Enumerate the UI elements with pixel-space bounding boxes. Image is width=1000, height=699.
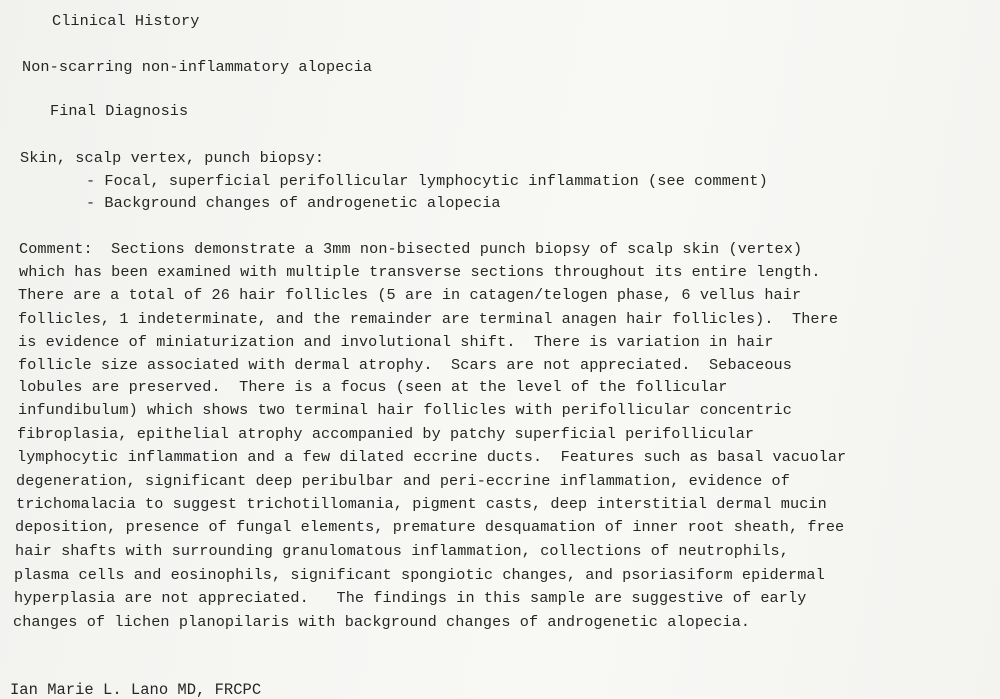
comment-line: hyperplasia are not appreciated. The findings in this sample are suggestive of early [14,589,807,607]
comment-line: plasma cells and eosinophils, significant spongiotic changes, and psoriasiform epidermal [14,566,825,584]
comment-line: follicles, 1 indeterminate, and the remainder are terminal anagen hair follicles). There [18,310,839,328]
comment-line: Comment: Sections demonstrate a 3mm non-bisected punch biopsy of scalp skin (vertex) [19,240,803,258]
pathologist-signature: Ian Marie L. Lano MD, FRCPC [10,681,262,699]
comment-line: trichomalacia to suggest trichotillomania, pigment casts, deep interstitial dermal mucin [16,495,827,513]
final-diagnosis-heading: Final Diagnosis [50,102,189,120]
comment-line: changes of lichen planopilaris with background changes of androgenetic alopecia. [13,613,751,631]
comment-line: is evidence of miniaturization and involutional shift. There is variation in hair [18,333,774,351]
comment-line: follicle size associated with dermal atrophy. Scars are not appreciated. Sebaceous [18,356,792,374]
comment-line: infundibulum) which shows two terminal hair follicles with perifollicular concentric [18,401,792,419]
comment-line: deposition, presence of fungal elements, premature desquamation of inner root sheath, free [15,518,845,536]
comment-line: fibroplasia, epithelial atrophy accompanied by patchy superficial perifollicular [17,425,755,443]
comment-line: degeneration, significant deep peribulbar and peri-eccrine inflammation, evidence of [16,472,790,490]
clinical-history-text: Non-scarring non-inflammatory alopecia [22,58,373,76]
comment-line: There are a total of 26 hair follicles (5 are in catagen/telogen phase, 6 vellus hair [18,286,802,304]
comment-line: lobules are preserved. There is a focus (seen at the level of the follicular [18,378,728,396]
comment-line: hair shafts with surrounding granulomatous inflammation, collections of neutrophils, [15,542,789,560]
diagnosis-item: - Background changes of androgenetic alopecia [86,194,501,212]
diagnosis-item: - Focal, superficial perifollicular lymphocytic inflammation (see comment) [86,172,768,190]
comment-line: which has been examined with multiple transverse sections throughout its entire length. [19,263,821,281]
comment-line: lymphocytic inflammation and a few dilated eccrine ducts. Features such as basal vacuolar [17,448,847,466]
clinical-history-heading: Clinical History [52,12,200,30]
specimen-description: Skin, scalp vertex, punch biopsy: [20,149,325,167]
